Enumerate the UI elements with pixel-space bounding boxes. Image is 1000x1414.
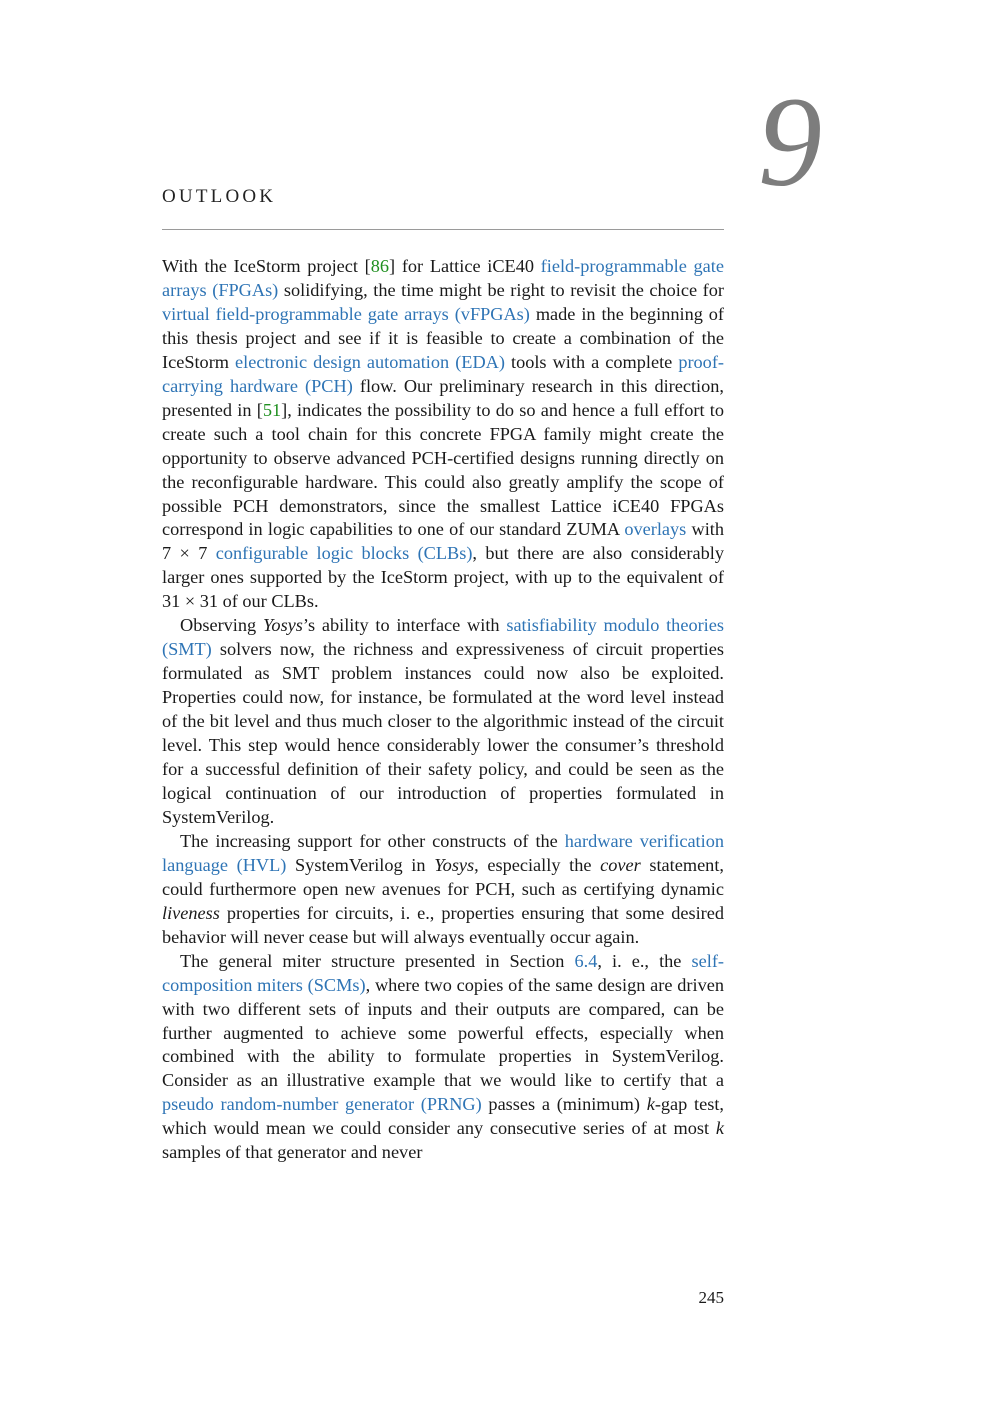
page-number: 245 [698,1288,724,1307]
chapter-number: 9 [758,71,822,213]
paragraph: The increasing support for other constructs of the hardware verification language (HVL) SystemVerilog in Yosys, especially the cover statement, could furthermore open new avenues for PCH, such as certifying dynamic liveness properties for circuits, i. e., properties ensuring that some desired behavior will never cease but will always eventually occur again. [162,830,724,947]
acronym-link[interactable]: field-programmable gate arrays (FPGAs) [162,256,724,300]
paragraph: With the IceStorm project [86] for Lattice iCE40 field-programmable gate arrays (FPGAs) solidifying, the time might be right to revisit the choice for virtual field-programmable gate arrays (vFPGAs) made in the beginning of this thesis project and see if it is feasible to create a combination of the IceStorm electronic design automation (EDA) tools with a complete proof-carrying hardware (PCH) flow. Our preliminary research in this direction, presented in [51], indicates the possibility to do so and hence a full effort to create such a tool chain for this concrete FPGA family might create the opportunity to observe advanced PCH-certified designs running directly on the reconfigurable hardware. This could also greatly amplify the scope of possible PCH demonstrators, since the smallest Lattice iCE40 FPGAs correspond in logic capabilities to one of our standard ZUMA overlays with 7 × 7 configurable logic blocks (CLBs), but there are also considerably larger ones supported by the IceStorm project, with up to the equivalent of 31 × 31 of our CLBs. [162,256,725,612]
citation-link[interactable]: 51 [262,399,282,420]
acronym-link[interactable]: pseudo random-number generator (PRNG) [162,1094,482,1115]
acronym-link[interactable]: electronic design automation (EDA) [235,351,505,372]
acronym-link[interactable]: proof-carrying hardware (PCH) [162,351,724,396]
math-symbol: k [715,1118,724,1139]
chapter-title: OUTLOOK [162,186,277,207]
acronym-link[interactable]: virtual field-programmable gate arrays (vFPGAs) [162,303,530,324]
acronym-link[interactable]: satisfiability modulo theories (SMT) [162,615,724,660]
acronym-link[interactable]: hardware verification language (HVL) [162,830,724,875]
acronym-link[interactable]: overlays [624,519,687,540]
math-symbol: k [646,1094,655,1115]
emphasis: liveness [162,902,220,923]
emphasis: Yosys [262,615,303,636]
acronym-link[interactable]: configurable logic blocks (CLBs) [215,543,473,564]
paragraph: The general miter structure presented in Section 6.4, i. e., the self-composition miters (SCMs), where two copies of the same design are driven with two different sets of inputs and their outputs are compared, can be further augmented to achieve some powerful effects, especially when combined with the ability to formulate properties in SystemVerilog. Consider as an illustrative example that we would like to certify that a pseudo random-number generator (PRNG) passes a (minimum) k-gap test, which would mean we could consider any consecutive series of at most k samples of that generator and never [162,950,724,1163]
body-text [162,255,724,1165]
acronym-link[interactable]: self-composition miters (SCMs) [162,950,724,995]
paragraph: Observing Yosys’s ability to interface with satisfiability modulo theories (SMT) solvers now, the richness and expressiveness of circuit properties formulated as SMT problem instances could now also be exploited. Properties could now, for instance, be formulated at the word level instead of the bit level and thus much closer to the algorithmic instead of the circuit level. This step would hence considerably lower the consumer’s threshold for a successful definition of their safety policy, and could be seen as the logical continuation of our introduction of properties formulated in SystemVerilog. [162,615,724,827]
citation-link[interactable]: 86 [370,256,390,276]
chapter-title-rule [162,229,724,230]
section-link[interactable]: 6.4 [574,950,598,971]
emphasis: Yosys [434,854,475,875]
emphasis: cover [600,854,641,875]
